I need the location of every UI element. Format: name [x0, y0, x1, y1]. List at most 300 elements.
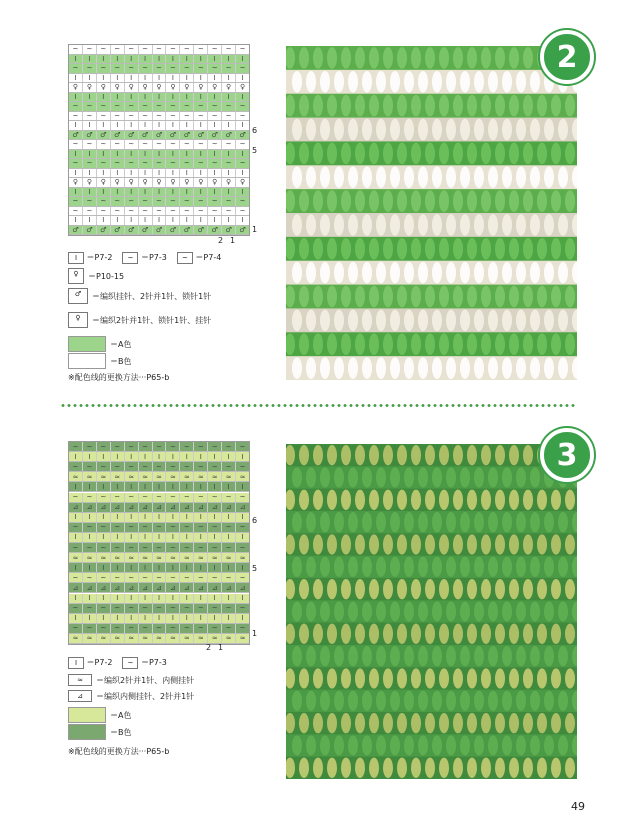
chart-cell: ♀ — [166, 83, 180, 92]
chart-cell: ~ — [97, 523, 111, 532]
chart-row — [69, 140, 249, 150]
chart-cell: ~ — [111, 45, 125, 54]
chart-cell: ~ — [139, 159, 153, 168]
chart-cell: I — [111, 614, 125, 623]
chart-cell: ~ — [239, 197, 246, 206]
legend-text: ＝P7-2 — [86, 253, 113, 262]
chart-cell: I — [222, 563, 236, 572]
chart-cell: ~ — [153, 442, 167, 451]
chart-cell: ~ — [153, 112, 167, 121]
chart-cell: I — [125, 121, 139, 130]
chart-cell: I — [125, 55, 139, 64]
chart-cell: ~ — [125, 573, 139, 582]
color-a-swatch — [68, 707, 106, 723]
chart-cell: I — [111, 513, 125, 522]
chart-cell: I — [180, 74, 194, 83]
chart-row — [69, 150, 249, 160]
chart-cell: ~ — [69, 112, 83, 121]
decrease-yarn-over-icon: ♀ — [68, 312, 88, 328]
chart-cell: I — [97, 216, 111, 225]
chart-cell: ≈ — [139, 634, 153, 643]
chart-cell: ≈ — [194, 472, 208, 481]
chart-cell: ~ — [208, 604, 222, 613]
chart-cell: I — [69, 513, 83, 522]
chart-cell: ~ — [139, 197, 153, 206]
chart-cell: ♀ — [239, 178, 246, 187]
chart-cell: I — [166, 121, 180, 130]
chart-cell: ≈ — [69, 634, 83, 643]
chart-cell: I — [83, 55, 97, 64]
chart-cell: ~ — [69, 197, 83, 206]
chart-cell: ~ — [208, 573, 222, 582]
chart-cell: ~ — [83, 573, 97, 582]
chart-cell: I — [222, 150, 236, 159]
chart-cell: ⊿ — [239, 583, 246, 592]
chart-cell: ≈ — [222, 472, 236, 481]
chart-cell: ♀ — [194, 178, 208, 187]
chart-cell: I — [139, 594, 153, 603]
legend-item — [122, 252, 166, 264]
chart-cell: ~ — [153, 624, 167, 633]
chart-cell: I — [97, 93, 111, 102]
chart-cell: ~ — [153, 64, 167, 73]
chart-cell: ~ — [97, 624, 111, 633]
chart-cell: I — [208, 563, 222, 572]
chart-row — [69, 74, 249, 84]
chart-cell: ≈ — [97, 553, 111, 562]
chart-cell: ♀ — [208, 178, 222, 187]
chart-cell: I — [166, 216, 180, 225]
chart-cell: ~ — [222, 45, 236, 54]
chart-cell: I — [180, 482, 194, 491]
chart-cell: I — [208, 188, 222, 197]
chart-cell: I — [166, 614, 180, 623]
chart-cell: ~ — [97, 462, 111, 471]
chart-cell: ~ — [111, 159, 125, 168]
chart-row — [69, 573, 249, 583]
chart-cell: ~ — [125, 624, 139, 633]
chart-cell: I — [125, 74, 139, 83]
chart-cell: I — [139, 55, 153, 64]
chart-cell: ~ — [83, 45, 97, 54]
legend-2-row4 — [68, 312, 211, 328]
chart-cell: I — [111, 452, 125, 461]
chart-cell: ♀ — [97, 178, 111, 187]
col-label-2: 2 — [206, 643, 212, 652]
chart-cell: I — [153, 533, 167, 542]
chart-cell: ~ — [97, 102, 111, 111]
chart-cell: I — [139, 188, 153, 197]
chart-cell: ~ — [222, 462, 236, 471]
chart-cell: ~ — [166, 159, 180, 168]
chart-cell: ~ — [111, 543, 125, 552]
chart-cell: ~ — [111, 207, 125, 216]
chart-cell: ~ — [139, 102, 153, 111]
chart-cell: I — [208, 55, 222, 64]
chart-cell: I — [241, 168, 244, 177]
chart-cell: I — [194, 188, 208, 197]
chart-row — [69, 624, 249, 634]
chart-cell: ⊿ — [125, 503, 139, 512]
chart-cell: ~ — [125, 45, 139, 54]
chart-cell: I — [69, 614, 83, 623]
chart-cell: ~ — [180, 573, 194, 582]
chart-cell: ~ — [194, 207, 208, 216]
chart-cell: I — [125, 513, 139, 522]
chart-cell: ~ — [194, 573, 208, 582]
swatch-photo-2 — [286, 46, 577, 380]
chart-cell: I — [139, 614, 153, 623]
chart-cell: ~ — [69, 604, 83, 613]
chart-cell: ~ — [111, 140, 125, 149]
chart-cell: ~ — [97, 604, 111, 613]
chart-cell: ~ — [222, 207, 236, 216]
chart-cell: I — [208, 594, 222, 603]
chart-cell: ~ — [222, 112, 236, 121]
chart-cell: ~ — [69, 523, 83, 532]
chart-cell: I — [166, 74, 180, 83]
chart-cell: ~ — [208, 207, 222, 216]
chart-cell: ~ — [208, 102, 222, 111]
chart-cell: I — [125, 216, 139, 225]
chart-cell: I — [69, 216, 83, 225]
chart-cell: I — [180, 563, 194, 572]
chart-cell: ~ — [194, 45, 208, 54]
chart-cell: I — [139, 563, 153, 572]
chart-cell: ≈ — [239, 553, 246, 562]
chart-cell: ♀ — [208, 83, 222, 92]
chart-row — [69, 472, 249, 482]
chart-cell: ♂ — [239, 130, 246, 139]
chart-cell: ~ — [180, 442, 194, 451]
chart-cell: I — [153, 513, 167, 522]
chart-row — [69, 83, 249, 93]
chart-cell: ♂ — [194, 131, 208, 140]
chart-cell: ~ — [125, 112, 139, 121]
chart-cell: ~ — [97, 207, 111, 216]
chart-cell: I — [180, 533, 194, 542]
chart-cell: I — [97, 594, 111, 603]
chart-cell: I — [222, 216, 236, 225]
chart-cell: ⊿ — [222, 503, 236, 512]
chart-cell: ~ — [139, 493, 153, 502]
chart-cell: I — [194, 614, 208, 623]
chart-cell: ~ — [208, 45, 222, 54]
color-a-label: ＝A色 — [110, 710, 132, 720]
chart-cell: ~ — [125, 159, 139, 168]
chart-cell: ⊿ — [222, 583, 236, 592]
chart-row — [69, 226, 249, 236]
chart-cell: I — [166, 452, 180, 461]
chart-cell: I — [241, 513, 244, 522]
chart-cell: I — [194, 563, 208, 572]
chart-cell: ~ — [180, 102, 194, 111]
chart-cell: ⊿ — [69, 583, 83, 592]
chart-row — [69, 452, 249, 462]
chart-cell: I — [83, 93, 97, 102]
chart-cell: I — [222, 74, 236, 83]
chart-cell: ~ — [153, 573, 167, 582]
chart-cell: I — [194, 594, 208, 603]
chart-cell: ~ — [97, 573, 111, 582]
chart-cell: ≈ — [180, 553, 194, 562]
chart-cell: ~ — [97, 64, 111, 73]
chart-cell: I — [241, 614, 244, 623]
chart-cell: I — [194, 482, 208, 491]
chart-cell: ~ — [153, 543, 167, 552]
chart-cell: ~ — [69, 442, 83, 451]
chart-cell: I — [166, 169, 180, 178]
chart-cell: ≈ — [166, 553, 180, 562]
chart-cell: ♀ — [83, 178, 97, 187]
chart-cell: ~ — [239, 159, 246, 168]
chart-cell: ~ — [125, 543, 139, 552]
chart-cell: ~ — [111, 573, 125, 582]
chart-cell: ≈ — [69, 472, 83, 481]
chart-cell: I — [83, 614, 97, 623]
chart-cell: ≈ — [153, 634, 167, 643]
color-a-label: ＝A色 — [110, 339, 132, 349]
chart-cell: ~ — [69, 573, 83, 582]
pattern-number-badge-3: 3 — [540, 428, 594, 482]
chart-cell: ~ — [125, 140, 139, 149]
chart-cell: I — [111, 169, 125, 178]
legend-item — [68, 252, 112, 264]
chart-cell: I — [180, 188, 194, 197]
chart-cell: I — [83, 121, 97, 130]
chart-cell: ~ — [194, 159, 208, 168]
chart-cell: ≈ — [180, 472, 194, 481]
chart-cell: ~ — [111, 493, 125, 502]
chart-cell: ~ — [222, 543, 236, 552]
chart-cell: I — [222, 93, 236, 102]
legend-3-color-a — [68, 707, 131, 723]
chart-row — [69, 188, 249, 198]
chart-cell: I — [208, 93, 222, 102]
chart-row — [69, 604, 249, 614]
chart-cell: ~ — [166, 45, 180, 54]
chart-cell: ~ — [208, 543, 222, 552]
chart-cell: ~ — [239, 573, 246, 582]
chart-cell: I — [97, 614, 111, 623]
chart-cell: ⊿ — [166, 583, 180, 592]
chart-cell: ~ — [83, 462, 97, 471]
chart-cell: ♀ — [153, 83, 167, 92]
chart-cell: I — [69, 563, 83, 572]
chart-cell: ~ — [222, 102, 236, 111]
chart-row — [69, 462, 249, 472]
chart-cell: ≈ — [125, 472, 139, 481]
chart-row — [69, 482, 249, 492]
chart-cell: ≈ — [166, 634, 180, 643]
color-b-label: ＝B色 — [110, 727, 132, 737]
chart-row — [69, 64, 249, 74]
chart-cell: I — [208, 452, 222, 461]
chart-cell: I — [83, 533, 97, 542]
chart-cell: ~ — [166, 64, 180, 73]
chart-cell: I — [97, 74, 111, 83]
chart-cell: ♂ — [222, 131, 236, 140]
chart-cell: I — [139, 93, 153, 102]
chart-cell: ⊿ — [83, 583, 97, 592]
chart-cell: ~ — [239, 102, 246, 111]
chart-cell: ≈ — [139, 472, 153, 481]
chart-cell: ~ — [97, 159, 111, 168]
chart-cell: ≈ — [83, 472, 97, 481]
legend-2-color-b — [68, 353, 132, 369]
chart-cell: ♂ — [69, 226, 83, 235]
chart-row — [69, 121, 249, 131]
legend-text: ＝编织内侧挂针、2针并1针 — [96, 691, 195, 701]
chart-cell: ~ — [180, 523, 194, 532]
chart-cell: ~ — [153, 604, 167, 613]
chart-cell: ~ — [194, 64, 208, 73]
chart-cell: ~ — [166, 624, 180, 633]
chart-cell: I — [194, 93, 208, 102]
chart-cell: ≈ — [125, 553, 139, 562]
chart-cell: ~ — [153, 197, 167, 206]
chart-cell: ♂ — [153, 131, 167, 140]
chart-cell: ~ — [125, 442, 139, 451]
chart-cell: ~ — [125, 207, 139, 216]
chart-cell: I — [194, 150, 208, 159]
chart-cell: I — [194, 533, 208, 542]
knit-stitch-icon: I — [68, 657, 84, 669]
chart-cell: ~ — [83, 604, 97, 613]
slip-stitch-icon: ♀ — [68, 268, 84, 284]
chart-cell: I — [222, 121, 236, 130]
chart-cell: ♂ — [69, 131, 83, 140]
chart-cell: ~ — [166, 543, 180, 552]
chart-cell: ♂ — [139, 226, 153, 235]
legend-2-row3 — [68, 288, 211, 304]
chart-cell: ~ — [139, 543, 153, 552]
chart-cell: I — [208, 614, 222, 623]
chart-cell: ♂ — [194, 226, 208, 235]
chart-cell: ~ — [111, 624, 125, 633]
chart-cell: I — [139, 169, 153, 178]
chart-row — [69, 583, 249, 593]
chart-cell: I — [153, 169, 167, 178]
chart-cell: ⊿ — [208, 583, 222, 592]
chart-cell: I — [83, 482, 97, 491]
chart-cell: I — [69, 121, 83, 130]
purl-stitch-icon: ~ — [122, 657, 138, 669]
chart-cell: ~ — [239, 140, 246, 149]
chart-cell: ~ — [222, 523, 236, 532]
legend-2-color-a — [68, 336, 131, 352]
chart-cell: ~ — [239, 493, 246, 502]
chart-cell: ♂ — [83, 131, 97, 140]
chart-cell: ~ — [111, 523, 125, 532]
legend-3-row3 — [68, 690, 194, 702]
row-label-6: 6 — [252, 126, 258, 135]
legend-2-row2 — [68, 268, 124, 284]
chart-cell: I — [97, 55, 111, 64]
chart-cell: ~ — [208, 112, 222, 121]
chart-cell: I — [111, 216, 125, 225]
legend-item — [177, 252, 221, 264]
chart-cell: ♂ — [97, 226, 111, 235]
swatch-photo-3 — [286, 444, 577, 779]
chart-cell: ♀ — [111, 178, 125, 187]
chart-cell: ~ — [180, 604, 194, 613]
chart-cell: ♀ — [239, 83, 246, 92]
chart-cell: I — [125, 594, 139, 603]
chart-cell: I — [153, 121, 167, 130]
chart-cell: I — [97, 482, 111, 491]
chart-cell: ♂ — [97, 131, 111, 140]
chart-cell: I — [222, 533, 236, 542]
chart-cell: ≈ — [69, 553, 83, 562]
chart-cell: I — [69, 188, 83, 197]
chart-cell: I — [83, 452, 97, 461]
chart-cell: ♀ — [69, 178, 83, 187]
chart-row — [69, 102, 249, 112]
chart-cell: I — [222, 55, 236, 64]
pattern-number-badge-2: 2 — [540, 30, 594, 84]
chart-cell: I — [166, 482, 180, 491]
chart-cell: I — [241, 563, 244, 572]
legend-item — [122, 657, 166, 669]
chart-cell: I — [69, 594, 83, 603]
chart-row — [69, 131, 249, 141]
chart-cell: I — [194, 74, 208, 83]
chart-cell: I — [125, 150, 139, 159]
chart-cell: I — [139, 216, 153, 225]
chart-cell: I — [153, 74, 167, 83]
chart-cell: I — [222, 169, 236, 178]
chart-cell: I — [125, 533, 139, 542]
chart-row — [69, 563, 249, 573]
chart-cell: I — [241, 187, 244, 196]
chart-cell: ~ — [180, 64, 194, 73]
chart-cell: ~ — [208, 462, 222, 471]
chart-cell: I — [208, 513, 222, 522]
chart-cell: ♂ — [125, 131, 139, 140]
chart-cell: I — [111, 594, 125, 603]
chart-cell: ~ — [180, 207, 194, 216]
chart-cell: ~ — [125, 197, 139, 206]
chart-cell: I — [194, 216, 208, 225]
chart-cell: ≈ — [222, 553, 236, 562]
chart-cell: I — [180, 513, 194, 522]
chart-cell: ~ — [111, 64, 125, 73]
chart-cell: I — [180, 55, 194, 64]
chart-cell: ~ — [208, 493, 222, 502]
chart-cell: ~ — [153, 523, 167, 532]
chart-cell: ~ — [166, 112, 180, 121]
chart-cell: I — [111, 188, 125, 197]
chart-cell: ~ — [111, 442, 125, 451]
chart-cell: ~ — [153, 493, 167, 502]
decrease-inside-yarn-over-icon: ≈ — [68, 674, 92, 686]
color-b-swatch — [68, 724, 106, 740]
chart-cell: ♂ — [166, 131, 180, 140]
chart-cell: ♂ — [111, 131, 125, 140]
chart-cell: ~ — [180, 140, 194, 149]
col-label-2: 2 — [218, 236, 224, 245]
chart-cell: I — [139, 452, 153, 461]
chart-cell: I — [153, 93, 167, 102]
chart-cell: I — [208, 533, 222, 542]
chart-cell: ~ — [97, 197, 111, 206]
chart-cell: ~ — [208, 523, 222, 532]
chart-cell: ≈ — [180, 634, 194, 643]
chart-cell: ⊿ — [125, 583, 139, 592]
chart-cell: ~ — [83, 543, 97, 552]
chart-cell: ~ — [69, 493, 83, 502]
